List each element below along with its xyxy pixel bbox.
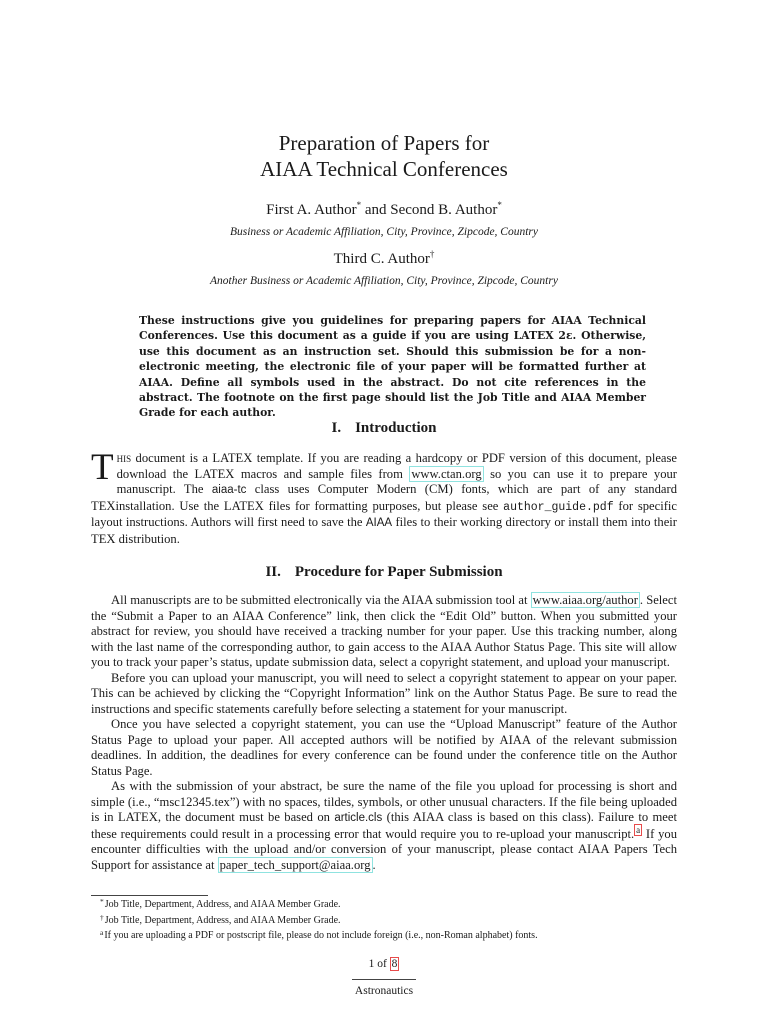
drop-cap: T <box>91 447 114 488</box>
abstract-text: These instructions give you guidelines for preparing papers for AIAA Technical Conferences. Use this document as a guide if you are using <box>139 314 646 343</box>
footnote: †Job Title, Department, Address, and AIAA Member Grade. <box>100 912 341 926</box>
page-number: 1 of 8 <box>368 958 398 970</box>
support-email-link[interactable]: paper_tech_support@aiaa.org <box>219 857 371 872</box>
paragraph: Once you have selected a copyright statement, you can use the “Upload Manuscript” feature of the Author Status Page to upload your paper. All accepted authors will be notified by AIAA of the relevant submission deadlines. In addition, the deadlines for every conference can be found under the conference title on the Author Status Page. <box>91 717 677 778</box>
author-mark: * <box>497 200 502 210</box>
first-author: First A. Author <box>266 202 357 218</box>
section-title: Introduction <box>355 420 437 436</box>
title-line-2: AIAA Technical Conferences <box>260 157 508 181</box>
abstract-text: . Otherwise, use this document as an instruction set. Should this submission be for a non-electronic meeting, the electronic file of your paper will be formatted further at AIAA. Define all symbols used in the abstract. Do not cite references in the abstract. The footnote on the first page should list the Job Title and AIAA Member Grade for each author. <box>139 329 646 420</box>
aiaa-author-link[interactable]: www.aiaa.org/author <box>532 593 638 607</box>
paragraph: As with the submission of your abstract, be sure the name of the file you upload for processing is short and simple (i.e., “msc12345.tex”) with no spaces, tildes, symbols, or other unusual characters. If the file being uploaded is in LATEX, the document must be based on article.cls (this AIAA class is based on this class). Failure to meet these requirements could result in a processing error that would require you to re-upload your manuscript. $^a$ If you encounter difficulties with the upload and/or conversion of your manuscript, please contact AIAA Papers Tech Support for assistance at paper_tech_support@aiaa.org . <box>91 779 677 872</box>
aiaa-class: AIAA <box>365 517 393 529</box>
paper-title <box>0 130 768 182</box>
latex-logo: LATEX <box>212 451 253 465</box>
total-pages-link[interactable]: 8 <box>391 958 398 970</box>
journal-name: Astronautics <box>354 985 414 997</box>
section-title: Procedure for Paper Submission <box>294 564 503 580</box>
introduction-body: This document is a LATEX template. If you are reading a hardcopy or PDF version of this document, please download the LATEX macros and sample files from www.ctan.org so you can use it to prepare your manuscript. The aiaa-tc class uses Computer Modern (CM) fonts, which are part of any standard TEXinstallation. Use the LATEX files for formatting purposes, but please see author_guide.pdf for specific layout instructions. Authors will first need to save the AIAA files to their working directory or install them into their TEX distribution. <box>91 447 678 546</box>
author-mark: * <box>356 200 362 210</box>
author-line-1 <box>0 202 768 219</box>
affiliation-2: Another Business or Academic Affiliation, City, Province, Zipcode, Country <box>210 275 558 287</box>
class-name: aiaa-tc <box>211 484 247 496</box>
footnote-link[interactable]: a <box>636 824 641 835</box>
second-author: Second B. Author <box>390 202 498 218</box>
title-line-1: Preparation of Papers for <box>278 131 490 155</box>
latex-logo: LATEX <box>194 466 235 481</box>
footnotes <box>100 896 680 943</box>
latex-logo: LATEX <box>223 498 264 513</box>
paragraph: All manuscripts are to be submitted electronically via the AIAA submission tool at www.aiaa.org/author . Select the “Submit a Paper to an AIAA Conference” link, then click the “Edit Old” button. When you submitted your abstract for review, you should have received a tracking number for your paper. Use this tracking number, along with the last name of the corresponding author, to gain access to the AIAA Author Status Page. This site will allow you to track your paper’s status, update submission data, select a copyright statement, and upload your manuscript. <box>91 593 677 669</box>
tex-logo: TEX <box>91 498 116 513</box>
author-line-2 <box>0 251 768 268</box>
affiliation-1: Business or Academic Affiliation, City, Province, Zipcode, Country <box>229 226 539 238</box>
small-caps-lead: his <box>116 451 132 465</box>
section-number: I. <box>331 420 342 436</box>
author-guide-filename: author_guide.pdf <box>503 500 614 514</box>
third-author: Third C. Author <box>333 251 430 267</box>
author-conjunction: and <box>361 202 391 218</box>
author-mark: † <box>429 249 435 259</box>
section-heading-introduction <box>0 420 768 437</box>
tex-logo: TEX <box>91 531 116 546</box>
footnote: *Job Title, Department, Address, and AIAA Member Grade. <box>100 897 341 910</box>
section-number: II. <box>265 564 281 580</box>
footnote: $^a$If you are uploading a PDF or postscript file, please do not include foreign (i.e., non-Roman alphabet) fonts. <box>100 928 538 941</box>
section-heading-submission <box>0 564 768 581</box>
abstract <box>139 313 646 421</box>
article-class: article.cls <box>334 812 383 824</box>
paragraph: Before you can upload your manuscript, you will need to select a copyright statement to appear on your paper. This can be achieved by clicking the “Copyright Information” link on the Author Status Page. Be sure to read the instructions and specific statements carefully before selecting a statement for your manuscript. <box>91 670 677 716</box>
latex-logo: LATEX <box>117 810 158 824</box>
ctan-link[interactable]: www.ctan.org <box>411 466 482 481</box>
latex2e-logo: LATEX 2ε <box>513 329 573 343</box>
submission-body <box>91 593 677 873</box>
footer-rule <box>352 979 416 980</box>
